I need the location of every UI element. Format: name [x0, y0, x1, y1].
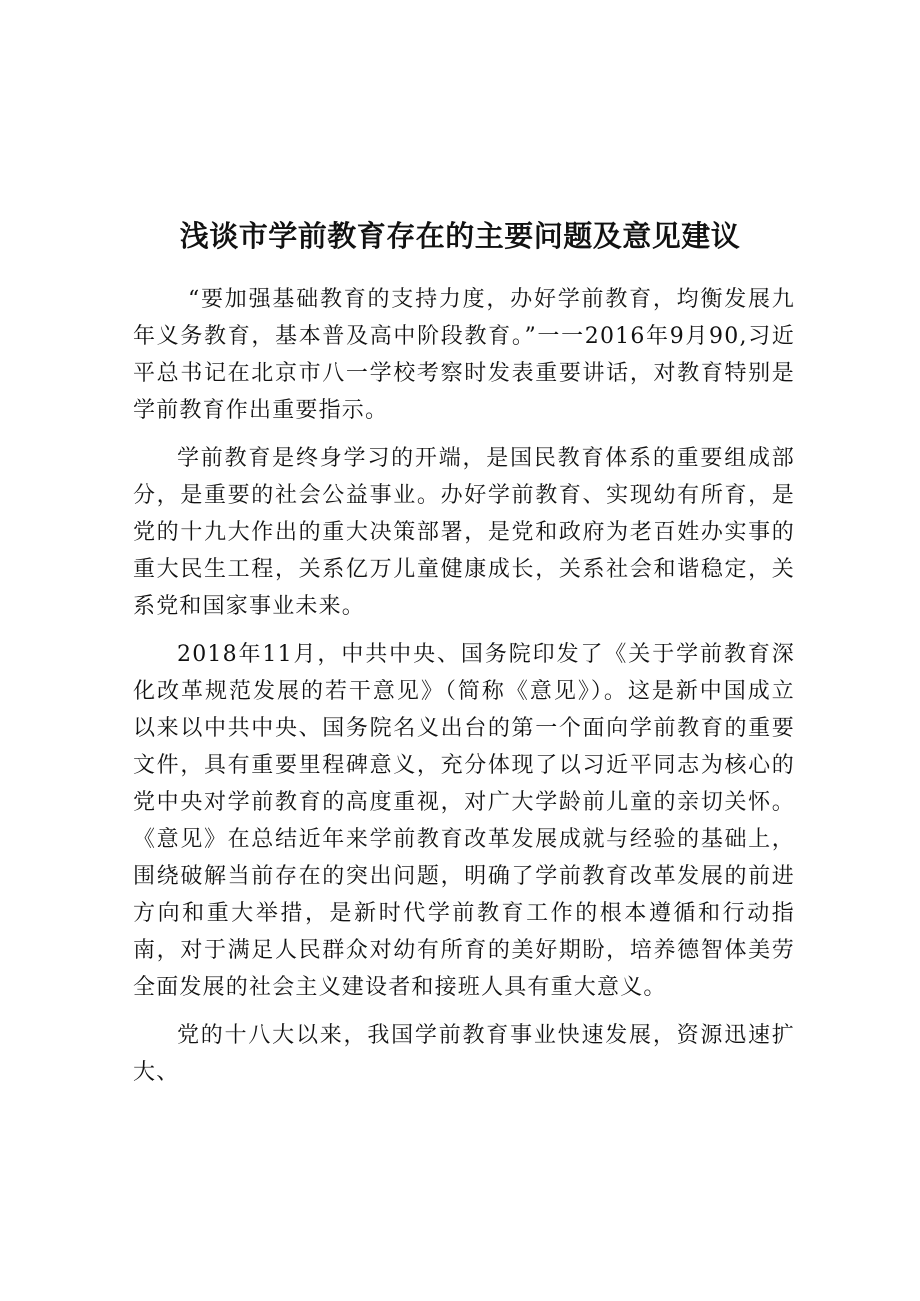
- paragraph-quote: “要加强基础教育的支持力度，办好学前教育，均衡发展九年义务教育，基本普及高中阶段教育。”一一2016年9月90,习近平总书记在北京市八一学校考察时发表重要讲话，对教育特别是学前教育作出重要指示。: [133, 287, 795, 423]
- paragraph-recent-development: 党的十八大以来，我国学前教育事业快速发展，资源迅速扩大、: [133, 1023, 795, 1085]
- paragraph-policy-opinions: 2018年11月，中共中央、国务院印发了《关于学前教育深化改革规范发展的若干意见》（简称《意见》）。这是新中国成立以来以中共中央、国务院名义出台的第一个面向学前教育的重要文件，具有重要里程碑意义，充分体现了以习近平同志为核心的党中央对学前教育的高度重视，对广大学龄前儿童的亲切关怀。《意见》在总结近年来学前教育改革发展成就与经验的基础上，围绕破解当前存在的突出问题，明确了学前教育改革发展的前进方向和重大举措，是新时代学前教育工作的根本遵循和行动指南，对于满足人民群众对幼有所育的美好期盼，培养德智体美劳全面发展的社会主义建设者和接班人具有重大意义。: [133, 642, 795, 1000]
- document-body: [133, 281, 795, 1102]
- paragraph-preschool-foundation: 学前教育是终身学习的开端，是国民教育体系的重要组成部分，是重要的社会公益事业。办好学前教育、实现幼有所育，是党的十九大作出的重大决策部署，是党和政府为老百姓办实事的重大民生工程，关系亿万儿童健康成长，关系社会和谐稳定，关系党和国家事业未来。: [133, 446, 795, 619]
- document-title: 浅谈市学前教育存在的主要问题及意见建议: [179, 219, 741, 253]
